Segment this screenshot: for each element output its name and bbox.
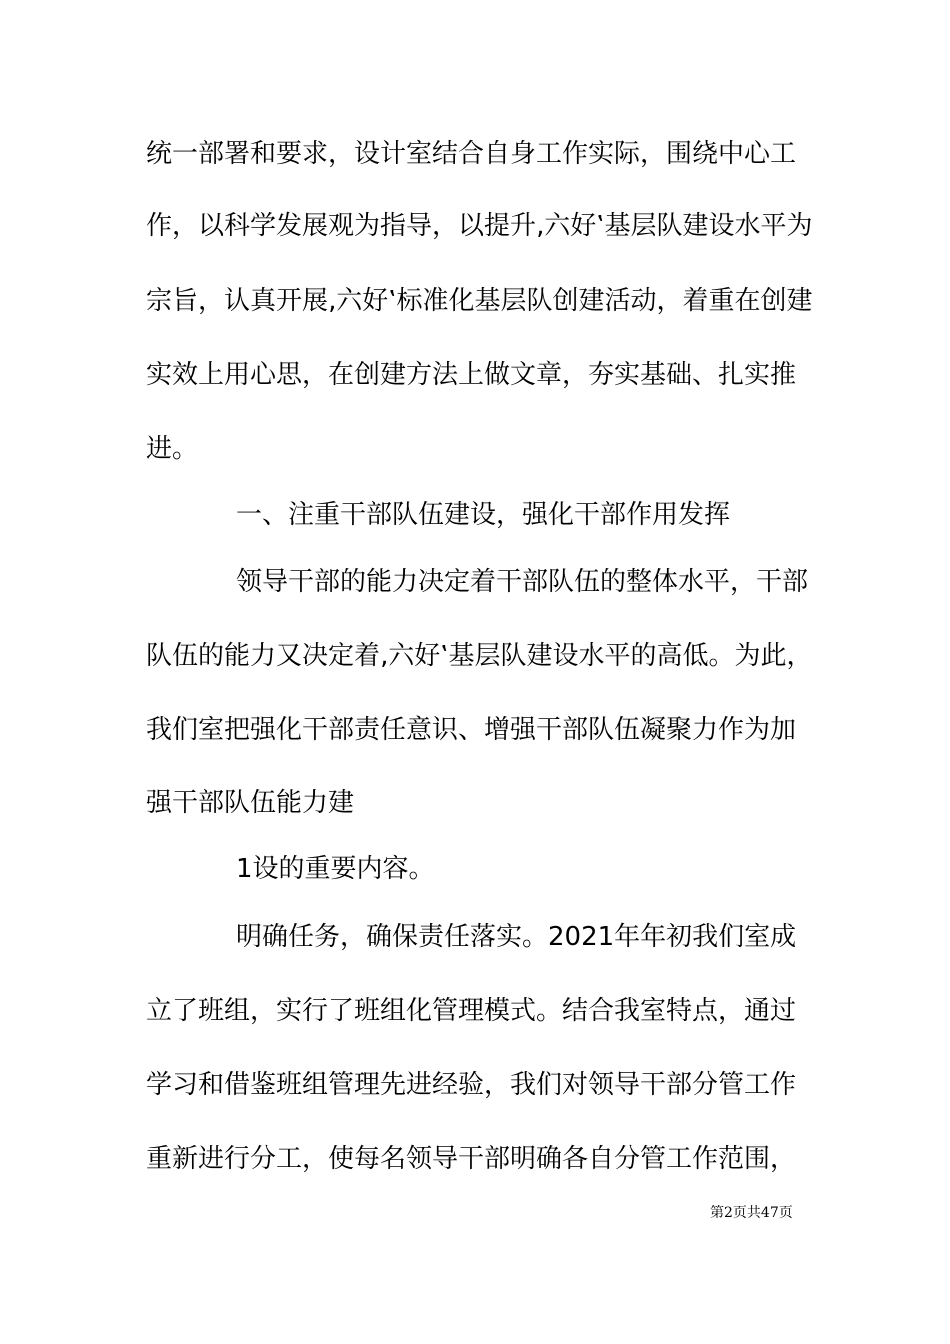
text-line-5: 进。: [146, 434, 199, 464]
text-line-8: 队伍的能力又决定着‚六好‛基层队建设水平的高低。为此，: [146, 641, 813, 671]
section-heading: 一、注重干部队伍建设，强化干部作用发挥: [236, 500, 731, 530]
text-line-12: 明确任务，确保责任落实。2021年年初我们室成: [236, 922, 797, 952]
text-line-14: 学习和借鉴班组管理先进经验，我们对领导干部分管工作: [146, 1070, 797, 1100]
page-number-footer: 第2页共47页: [710, 1205, 793, 1221]
text-line-10: 强干部队伍能力建: [146, 788, 355, 818]
text-line-11: 1设的重要内容。: [236, 854, 435, 884]
text-line-3: 宗旨，认真开展‚六好‛标准化基层队创建活动，着重在创建: [146, 286, 813, 316]
text-line-2: 作，以科学发展观为指导，以提升‚六好‛基层队建设水平为: [146, 211, 813, 241]
text-line-4: 实效上用心思，在创建方法上做文章，夯实基础、扎实推: [146, 360, 797, 390]
text-line-7: 领导干部的能力决定着干部队伍的整体水平，干部: [236, 567, 809, 597]
text-line-13: 立了班组，实行了班组化管理模式。结合我室特点，通过: [146, 996, 797, 1026]
text-line-9: 我们室把强化干部责任意识、增强干部队伍凝聚力作为加: [146, 715, 797, 745]
text-line-1: 统一部署和要求，设计室结合自身工作实际，围绕中心工: [146, 139, 797, 169]
text-line-15: 重新进行分工，使每名领导干部明确各自分管工作范围，: [146, 1144, 797, 1174]
